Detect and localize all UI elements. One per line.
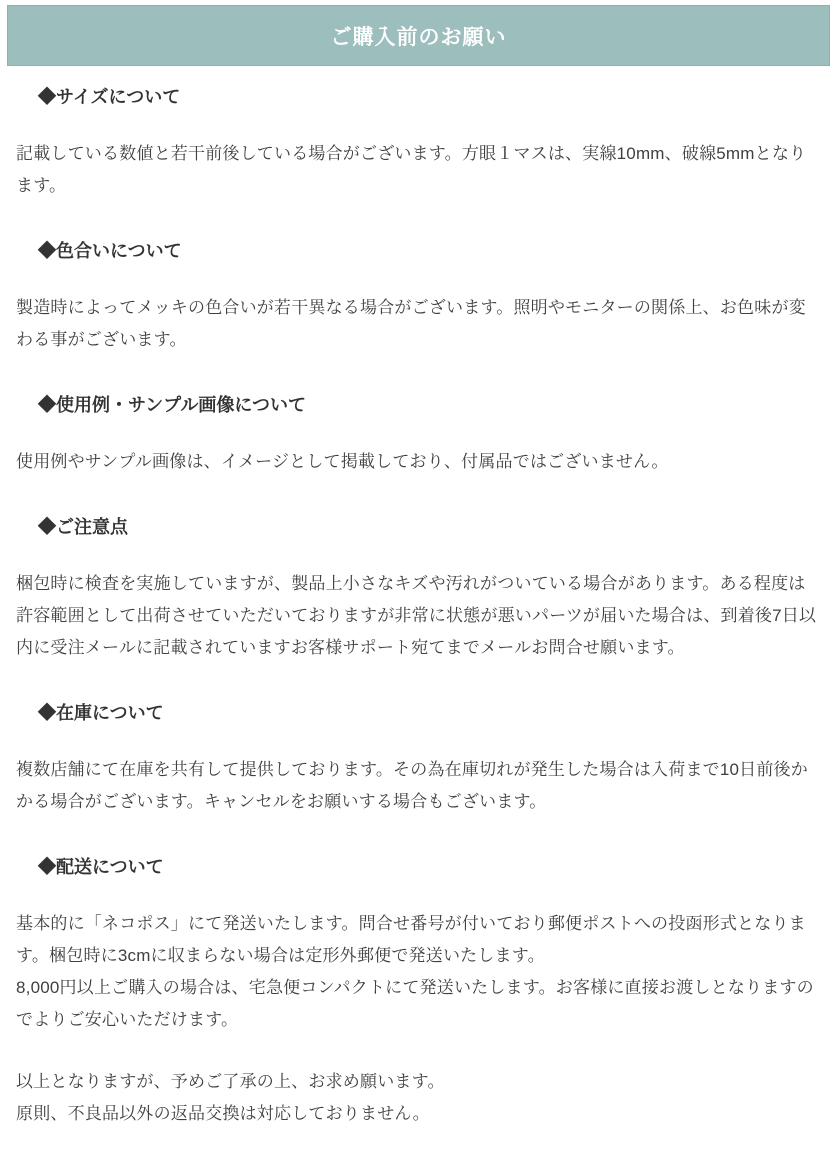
closing-line-1: 以上となりますが、予めご了承の上、お求め願います。 xyxy=(16,1072,445,1091)
section-paragraph-sample-images: 使用例やサンプル画像は、イメージとして掲載しており、付属品ではございません。 xyxy=(16,452,669,471)
section-paragraph-color: 製造時によってメッキの色合いが若干異なる場合がございます。照明やモニターの関係上、お色味が変わる事がございます。 xyxy=(16,298,806,349)
section-heading-stock: ◆在庫について xyxy=(38,703,164,723)
shipping-paragraph-line-1: 基本的に「ネコポス」にて発送いたします。問合せ番号が付いており郵便ポストへの投函形式となります。梱包時に3cmに収まらない場合は定形外郵便で発送いたします。 xyxy=(16,914,806,965)
shipping-paragraph-line-2: 8,000円以上ご購入の場合は、宅急便コンパクトにて発送いたします。お客様に直接お渡しとなりますのでよりご安心いただけます。 xyxy=(16,978,814,1029)
section-heading-color: ◆色合いについて xyxy=(38,241,182,261)
section-heading-sample-images: ◆使用例・サンプル画像について xyxy=(38,395,307,415)
section-heading-size: ◆サイズについて xyxy=(38,87,181,107)
pre-purchase-notice-banner xyxy=(7,5,830,66)
section-paragraph-cautions: 梱包時に検査を実施していますが、製品上小さなキズや汚れがついている場合があります。ある程度は許容範囲として出荷させていただいておりますが非常に状態が悪いパーツが届いた場合は、到着後7日以内に受注メールに記載されていますお客様サポート宛てまでメールお問合せ願います。 xyxy=(16,574,817,657)
notice-content xyxy=(0,86,837,1130)
closing-note xyxy=(16,1066,821,1130)
section-heading-shipping: ◆配送について xyxy=(38,857,164,877)
page-title: ご購入前のお願い xyxy=(330,25,507,49)
section-paragraph-shipping xyxy=(16,908,821,1036)
section-heading-cautions: ◆ご注意点 xyxy=(38,517,128,537)
section-paragraph-size: 記載している数値と若干前後している場合がございます。方眼１マスは、実線10mm、破線5mmとなります。 xyxy=(16,144,807,195)
closing-line-2: 原則、不良品以外の返品交換は対応しておりません。 xyxy=(16,1104,430,1123)
section-paragraph-stock: 複数店舗にて在庫を共有して提供しております。その為在庫切れが発生した場合は入荷まで10日前後かかる場合がございます。キャンセルをお願いする場合もございます。 xyxy=(16,760,808,811)
